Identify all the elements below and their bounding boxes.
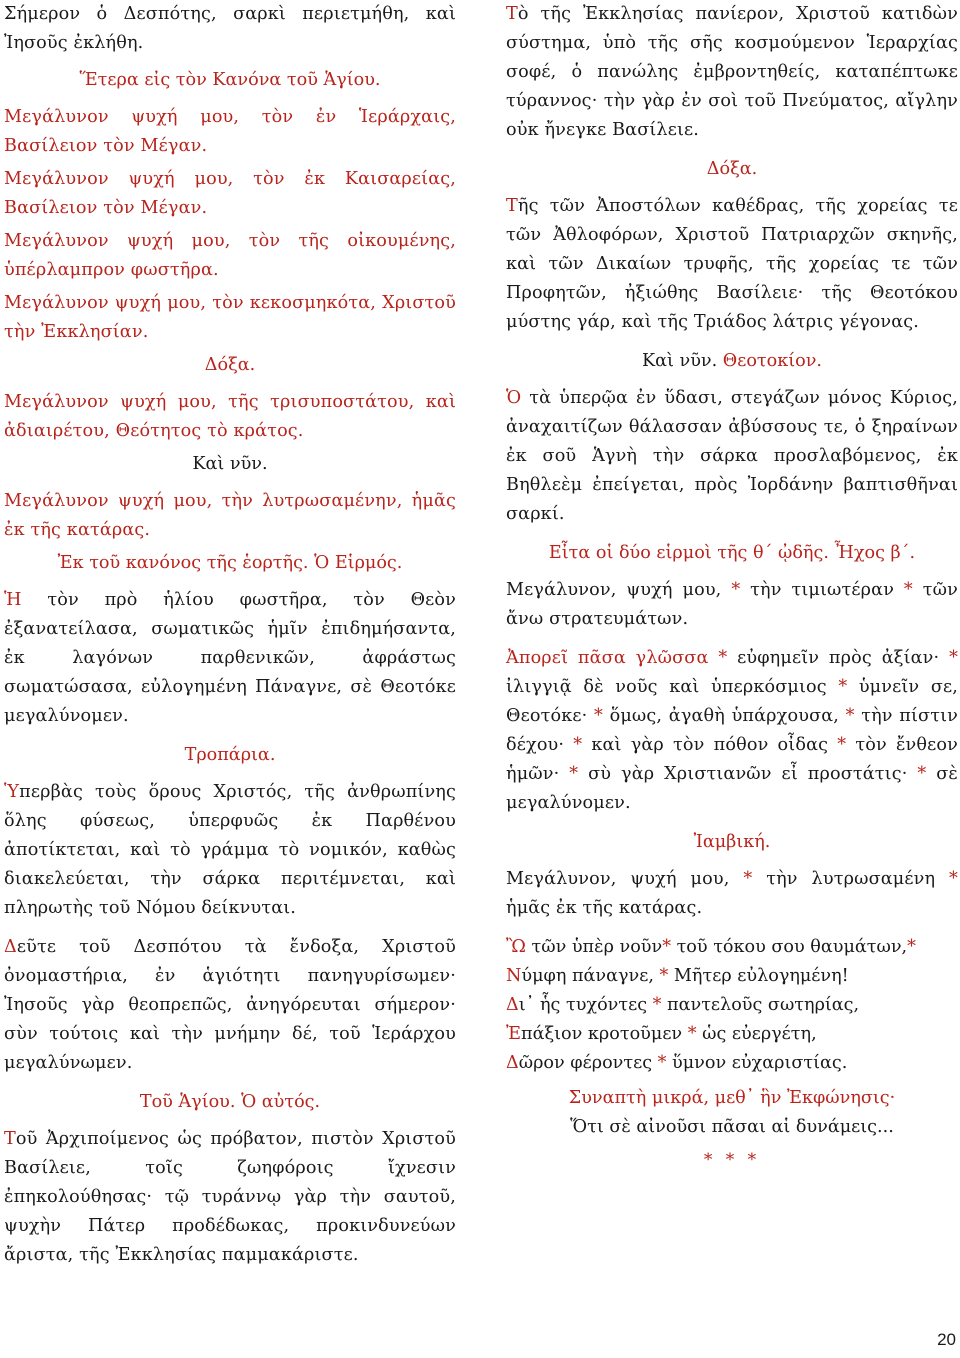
- hymn-part: σὺ γὰρ Χριστιανῶν εἶ προστάτις·: [578, 764, 918, 784]
- iambic-refrain-part: τὴν λυτρωσαμένη: [752, 869, 950, 889]
- megalynarion-2: Μεγάλυνον ψυχή μου, τὸν ἐκ Καισαρείας, Βασίλειον τὸν Μέγαν.: [4, 169, 456, 218]
- eirmos-initial: Ἡ: [4, 590, 22, 610]
- eirmos-text: [4, 586, 456, 731]
- theotokion-initial: Ὁ: [506, 388, 522, 408]
- heading-eita: Εἶτα οἱ δύο εἱρμοὶ τῆς θ΄ ᾠδῆς. Ἦχος β΄.: [548, 543, 916, 563]
- megalynarion-5: Μεγάλυνον ψυχή μου, τῆς τρισυποστάτου, καὶ ἀδιαιρέτου, Θεότητος τὸ κράτος.: [4, 392, 456, 441]
- theotokion-body: τὰ ὑπερῷα ἐν ὕδασι, στεγάζων μόνος Κύριος, ἀναχαιτίζων θάλασσαν ἀβύσσους τε, ὁ ξηραίνων ἐκ σοῦ Ἁγνὴ τὴν σάρκα προσλαβόμενος, ἐκ Βηθλεὲμ ἐπείγεται, πρὸς Ἰορδάνην βαπτισθῆναι σαρκί.: [506, 388, 958, 524]
- verse-line-3: [506, 991, 958, 1020]
- iambic-star: *: [949, 869, 958, 889]
- hymn-part: ἰλιγγιᾷ δὲ νοῦς καὶ ὑπερκόσμιος: [506, 677, 839, 697]
- theotokion: [506, 384, 958, 529]
- iambic-refrain-part: Μεγάλυνον, ψυχή μου,: [506, 869, 744, 889]
- verse-line-4: [506, 1020, 958, 1049]
- hymn-part: τὸν ἔνθεον ἡμῶν·: [506, 735, 958, 784]
- heading-theotokion: Θεοτοκίον.: [722, 351, 823, 371]
- troparion-1-body: περβὰς τοὺς ὅρους Χριστός, τῆς ἀνθρωπίνης ὅλης φύσεως, ὑπερφυῶς ἐκ Παρθένου ἀποτίκτεται, καὶ τὸ γράμμα τὸ νομικόν, καθὼς διακελεύεται, τὴν σάρκα περιτέμνεται, καὶ πληρωτὴς τοῦ Νόμου δείκνυται.: [4, 782, 456, 918]
- hymn-star: *: [837, 735, 847, 755]
- troparion-2-body: εῦτε τοῦ Δεσπότου τὰ ἔνδοξα, Χριστοῦ ὀνομαστήρια, ἐν ἁγιότητι πανηγυρίσωμεν· Ἰησοῦς γὰρ θεοπρεπῶς, ἀνηγόρευται σήμερον· σὺν τούτοις καὶ τὴν μνήμην δέ, τοῦ Ἱεράρχου μεγαλύνωμεν.: [4, 937, 456, 1073]
- megalynarion-4: Μεγάλυνον ψυχή μου, τὸν κεκοσμηκότα, Χριστοῦ τὴν Ἐκκλησίαν.: [4, 293, 456, 342]
- heading-troparia: Τροπάρια.: [184, 745, 276, 765]
- troparion-4-body: ὸ τῆς Ἐκκλησίας πανίερον, Χριστοῦ κατιδὼν σύστημα, ὑπὸ τῆς σῆς κοσμούμενον Ἱεραρχίας σοφέ, ὁ πανώλης ἐμβροντηθείς, καταπέπτωκε τύραννος· τὴν γὰρ ἐν σοὶ τοῦ Πνεύματος, αἴγλην οὐκ ἤνεγκε Βασίλειε.: [506, 4, 958, 140]
- hymn-part: καὶ γὰρ τὸν πόθον οἶδας: [582, 735, 838, 755]
- verse-part: ὡς εὐεργέτη,: [696, 1024, 817, 1044]
- heading-doxa: Δόξα.: [204, 355, 256, 375]
- hymn-part: σὲ μεγαλύνομεν.: [506, 764, 958, 813]
- troparion-3-body: οῦ Ἀρχιποίμενος ὡς πρόβατον, πιστὸν Χριστοῦ Βασίλειε, τοῖς ζωηφόροις ἴχνεσιν ἐπηκολούθησας· τῷ τυράννῳ γὰρ τὴν σαυτοῦ, ψυχὴν Πάτερ προδέδωκας, προκινδυνεύων ἄριστα, τῆς Ἐκκλησίας παμμακάριστε.: [4, 1129, 456, 1265]
- heading-kai-nyn-right: Καὶ νῦν.: [641, 351, 718, 371]
- verse-part: τῶν ὑπὲρ νοῦν: [525, 937, 663, 957]
- megalynarion-iambic: [506, 865, 958, 923]
- hymn-star: *: [949, 648, 959, 668]
- megalynarion-3: Μεγάλυνον ψυχή μου, τὸν τῆς οἰκουμένης, ὑπέρλαμπρον φωστῆρα.: [4, 231, 456, 280]
- refrain-star: *: [731, 580, 741, 600]
- hymn-part: ὑμνεῖν σε, Θεοτόκε·: [506, 677, 958, 726]
- refrain-part: τὴν τιμιωτέραν: [740, 580, 904, 600]
- hymn-star: *: [569, 764, 579, 784]
- verse-star: *: [657, 1053, 667, 1073]
- troparion-2-initial: Δ: [4, 937, 17, 957]
- heading-kai-nyn-theotokion: [506, 347, 958, 376]
- hymn-star: *: [573, 735, 583, 755]
- section-end-stars: * * *: [703, 1150, 761, 1170]
- verse-part: παντελοῦς σωτηρίας,: [661, 995, 860, 1015]
- hymn-part: τὴν πίστιν δέχου·: [506, 706, 958, 755]
- verse-initial: Ἐ: [506, 1024, 522, 1044]
- troparion-4-initial: Τ: [506, 4, 518, 24]
- troparion-5-initial: Τ: [506, 196, 518, 216]
- heading-agiou: Τοῦ Ἁγίου. Ὁ αὐτός.: [139, 1092, 321, 1112]
- refrain-star: *: [903, 580, 913, 600]
- verse-part: ὕμνον εὐχαριστίας.: [666, 1053, 848, 1073]
- refrain-part: τῶν ἄνω στρατευμάτων.: [506, 580, 958, 629]
- hymn-part: εὐφημεῖν πρὸς ἀξίαν·: [727, 648, 950, 668]
- megalynarion-6: Μεγάλυνον ψυχή μου, τὴν λυτρωσαμένην, ἡμᾶς ἐκ τῆς κατάρας.: [4, 491, 456, 540]
- hymn-part: ὅμως, ἀγαθὴ ὑπάρχουσα,: [602, 706, 846, 726]
- verse-part: ῶρον φέροντες: [518, 1053, 658, 1073]
- ekphonesis-text: Ὅτι σὲ αἰνοῦσι πᾶσαι αἱ δυνάμεις...: [570, 1117, 894, 1137]
- hymn-star: *: [594, 706, 603, 726]
- verse-part: τοῦ τόκου σου θαυμάτων,: [670, 937, 908, 957]
- aporei-opening: Ἀπορεῖ πᾶσα γλῶσσα: [506, 648, 719, 668]
- right-column: [506, 0, 958, 1170]
- verse-initial: Ὢ: [506, 937, 526, 957]
- heading-synapti: Συναπτὴ μικρά, μεθ᾽ ἣν Ἐκφώνησις·: [568, 1088, 896, 1108]
- megalynarion-1: Μεγάλυνον ψυχή μου, τὸν ἐν Ἱεράρχαις, Βασίλειον τὸν Μέγαν.: [4, 107, 456, 156]
- refrain-part: Μεγάλυνον, ψυχή μου,: [506, 580, 732, 600]
- iambic-star: *: [743, 869, 753, 889]
- troparion-5-body: ῆς τῶν Ἀποστόλων καθέδρας, τῆς χορείας τε τῶν Ἀθλοφόρων, Χριστοῦ Πατριαρχῶν σκηνῆς, καὶ τῶν Δικαίων τρυφῆς, τῆς χορείας τε τῶν Προφητῶν, ἠξιώθης Βασίλειε· τῆς Θεοτόκου μύστης γάρ, καὶ τῆς Τριάδος λάτρις γέγονας.: [506, 196, 958, 332]
- verse-star: *: [659, 966, 669, 986]
- page-number: 20: [937, 1330, 956, 1349]
- verse-line-5: [506, 1049, 958, 1078]
- left-column: [4, 0, 456, 1280]
- hymn-star: *: [845, 706, 855, 726]
- troparion-1: [4, 778, 456, 923]
- heading-kanon: Ἕτερα εἰς τὸν Κανόνα τοῦ Ἁγίου.: [79, 70, 381, 90]
- hymn-star: *: [917, 764, 927, 784]
- iambic-refrain-part: ἡμᾶς ἐκ τῆς κατάρας.: [506, 898, 703, 918]
- verse-star: *: [687, 1024, 697, 1044]
- megalynarion-refrain: [506, 576, 958, 634]
- heading-kai-nyn: Καὶ νῦν.: [192, 454, 268, 474]
- troparion-3: [4, 1125, 456, 1270]
- heading-iambiki: Ἰαμβική.: [693, 832, 771, 852]
- troparion-3-initial: Τ: [4, 1129, 16, 1149]
- verse-part: πάξιον κροτοῦμεν: [521, 1024, 688, 1044]
- verse-part: ι᾽ ἧς τυχόντες: [518, 995, 653, 1015]
- troparion-4: [506, 0, 958, 145]
- heading-eirmos: Ἐκ τοῦ κανόνος τῆς ἑορτῆς. Ὁ Εἱρμός.: [57, 553, 403, 573]
- heading-doxa-right: Δόξα.: [706, 159, 758, 179]
- verse-initial: Δ: [506, 1053, 519, 1073]
- hymn-star: *: [718, 648, 728, 668]
- aporei-hymn: [506, 644, 958, 818]
- opening-line: Σήμερον ὁ Δεσπότης, σαρκὶ περιετμήθη, καὶ Ἰησοῦς ἐκλήθη.: [4, 4, 456, 53]
- troparion-1-initial: Ὑ: [4, 782, 20, 802]
- verse-star: *: [652, 995, 662, 1015]
- eirmos-body: τὸν πρὸ ἡλίου φωστῆρα, τὸν Θεὸν ἐξανατείλασα, σωματικῶς ἡμῖν ἐπιδημήσαντα, ἐκ λαγόνων παρθενικῶν, ἀφράστως σωματώσασα, εὐλογημένη Πάναγνε, σὲ Θεοτόκε μεγαλύνομεν.: [4, 590, 456, 726]
- hymn-star: *: [838, 677, 848, 697]
- verse-star: *: [907, 937, 916, 957]
- verse-line-2: [506, 962, 958, 991]
- iambic-verses: [506, 933, 958, 1078]
- verse-initial: Ν: [506, 966, 522, 986]
- verse-part: Μῆτερ εὐλογημένη!: [668, 966, 849, 986]
- verse-part: ύμφη πάναγνε,: [521, 966, 660, 986]
- troparion-2: [4, 933, 456, 1078]
- verse-line-1: [506, 933, 958, 962]
- troparion-5: [506, 192, 958, 337]
- verse-star: *: [662, 937, 671, 957]
- verse-initial: Δ: [506, 995, 519, 1015]
